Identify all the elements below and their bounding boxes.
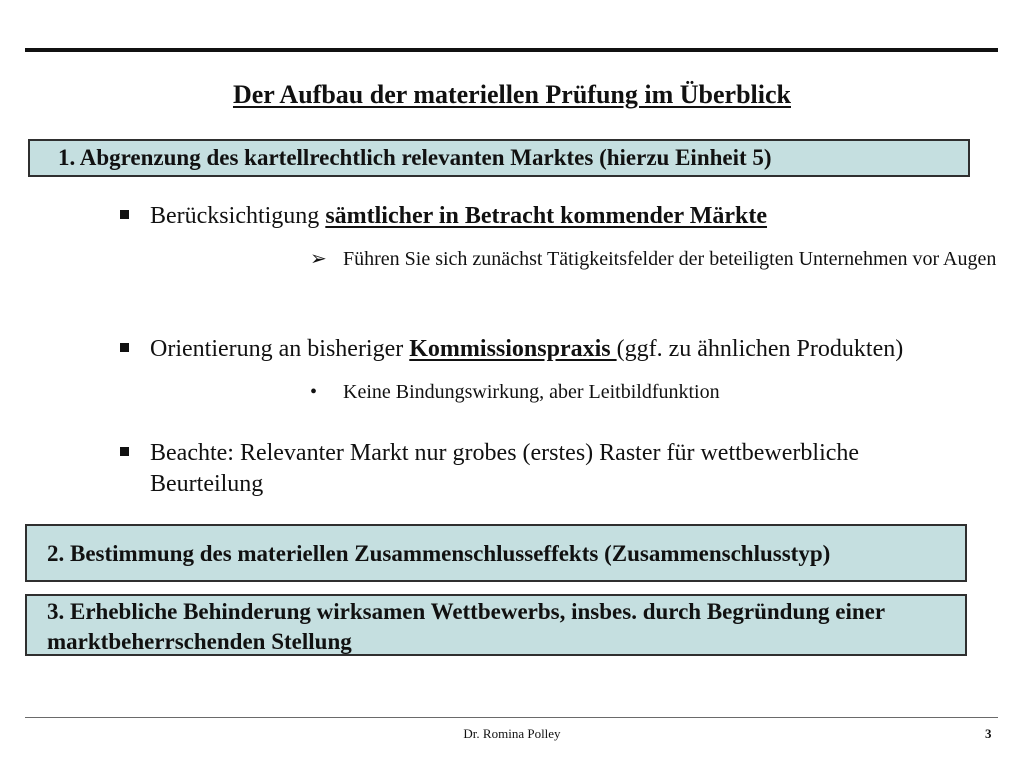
bullet-text-plain: Berücksichtigung xyxy=(150,203,326,229)
bullet-text-emphasis: Kommissionspraxis xyxy=(409,336,617,362)
square-bullet-icon xyxy=(120,447,129,456)
bullet-text-emphasis: sämtlicher in Betracht kommender Märkte xyxy=(325,203,768,229)
dot-bullet-icon: • xyxy=(310,381,318,403)
section2-box xyxy=(25,524,967,582)
sub-item-text: Keine Bindungswirkung, aber Leitbildfunktion xyxy=(343,381,720,403)
page-number: 3 xyxy=(985,726,992,741)
bullet-text-plain: Orientierung an bisheriger xyxy=(150,336,410,362)
section3-box xyxy=(25,594,967,656)
bullet-item-commission-practice xyxy=(120,334,1000,366)
section3-heading: 3. Erhebliche Behinderung wirksamen Wettbewerbs, insbes. durch Begründung einer marktbeherrschenden Stellung xyxy=(47,599,885,654)
top-divider xyxy=(25,48,998,52)
bullet-text xyxy=(150,334,903,365)
section1-heading: 1. Abgrenzung des kartellrechtlich relevanten Marktes (hierzu Einheit 5) xyxy=(58,145,772,170)
square-bullet-icon xyxy=(120,210,129,219)
sub-item-text: Führen Sie sich zunächst Tätigkeitsfelder der beteiligten Unternehmen vor Augen xyxy=(343,248,997,270)
section2-heading: 2. Bestimmung des materiellen Zusammenschlusseffekts (Zusammenschlusstyp) xyxy=(47,541,831,566)
bullet-item-markets xyxy=(120,201,1000,233)
square-bullet-icon xyxy=(120,343,129,352)
section1-box xyxy=(28,139,970,177)
slide-title: Der Aufbau der materiellen Prüfung im Überblick xyxy=(232,80,791,109)
bullet-item-note xyxy=(120,438,980,502)
bullet-text: Beachte: Relevanter Markt nur grobes (erstes) Raster für wettbewerbliche Beurteilung xyxy=(150,440,860,497)
bullet-text-suffix: (ggf. zu ähnlichen Produkten) xyxy=(616,336,904,362)
footer-author: Dr. Romina Polley xyxy=(463,726,561,741)
bullet-text xyxy=(150,201,767,232)
arrow-bullet-icon: ➢ xyxy=(310,248,327,270)
sub-item-binding-effect xyxy=(310,379,1000,407)
sub-item-activities xyxy=(310,246,1000,302)
footer-divider xyxy=(25,717,998,718)
